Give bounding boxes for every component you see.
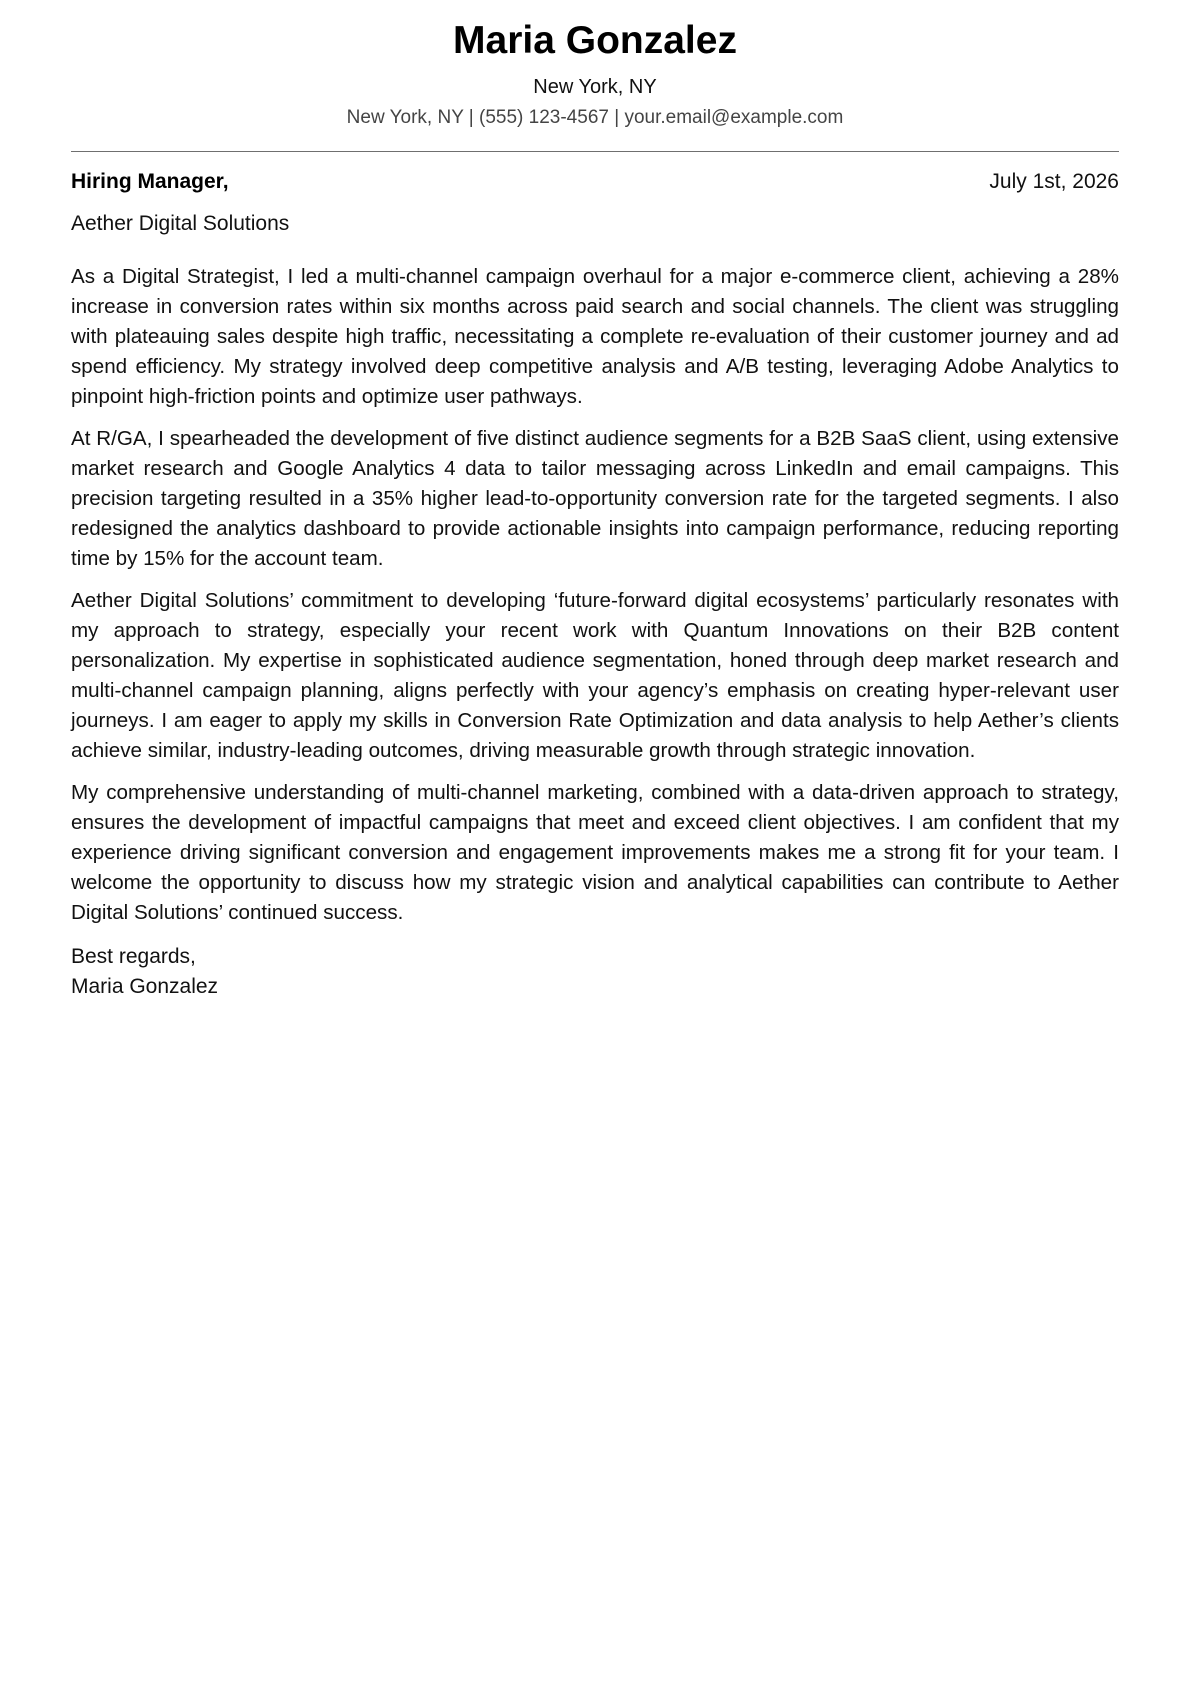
- body-paragraph-3: Aether Digital Solutions’ commitment to developing ‘future-forward digital ecosystems’ particularly resonates with my approach to strategy, especially your recent work with Quantum Innovations on their B2B content personalization. My expertise in sophisticated audience segmentation, honed through deep market research and multi-channel campaign planning, aligns perfectly with your agency’s emphasis on creating hyper-relevant user journeys. I am eager to apply my skills in Conversion Rate Optimization and data analysis to help Aether’s clients achieve similar, industry-leading outcomes, driving measurable growth through strategic innovation.: [71, 589, 1119, 762]
- sender-contact-line: New York, NY | (555) 123-4567 | your.email@example.com: [346, 107, 844, 128]
- letter-body: [71, 262, 1119, 928]
- closing-phrase: Best regards,: [71, 945, 196, 968]
- body-paragraph-4: My comprehensive understanding of multi-channel marketing, combined with a data-driven approach to strategy, ensures the development of impactful campaigns that meet and exceed client objectives. I am confident that my experience driving significant conversion and engagement improvements makes me a strong fit for your team. I welcome the opportunity to discuss how my strategic vision and analytical capabilities can contribute to Aether Digital Solutions’ continued success.: [71, 781, 1119, 924]
- sender-name: Maria Gonzalez: [453, 19, 737, 62]
- letter-date: July 1st, 2026: [989, 170, 1119, 193]
- recipient-date-row: [71, 168, 1119, 196]
- recipient-salutation: Hiring Manager,: [71, 170, 229, 193]
- recipient-company: Aether Digital Solutions: [71, 212, 290, 235]
- signature-name: Maria Gonzalez: [71, 975, 219, 998]
- body-paragraph-2: At R/GA, I spearheaded the development of five distinct audience segments for a B2B SaaS client, using extensive market research and Google Analytics 4 data to tailor messaging across LinkedIn and email campaigns. This precision targeting resulted in a 35% higher lead-to-opportunity conversion rate for the targeted segments. I also redesigned the analytics dashboard to provide actionable insights into campaign performance, reducing reporting time by 15% for the account team.: [71, 427, 1119, 570]
- letter-header: [71, 0, 1119, 130]
- letter-closing: [71, 942, 1119, 1002]
- header-divider: [71, 151, 1119, 152]
- body-paragraph-1: As a Digital Strategist, I led a multi-channel campaign overhaul for a major e-commerce client, achieving a 28% increase in conversion rates within six months across paid search and social channels. The client was struggling with plateauing sales despite high traffic, necessitating a complete re-evaluation of their customer journey and ad spend efficiency. My strategy involved deep competitive analysis and A/B testing, leveraging Adobe Analytics to pinpoint high-friction points and optimize user pathways.: [71, 265, 1119, 408]
- sender-location: New York, NY: [533, 76, 657, 98]
